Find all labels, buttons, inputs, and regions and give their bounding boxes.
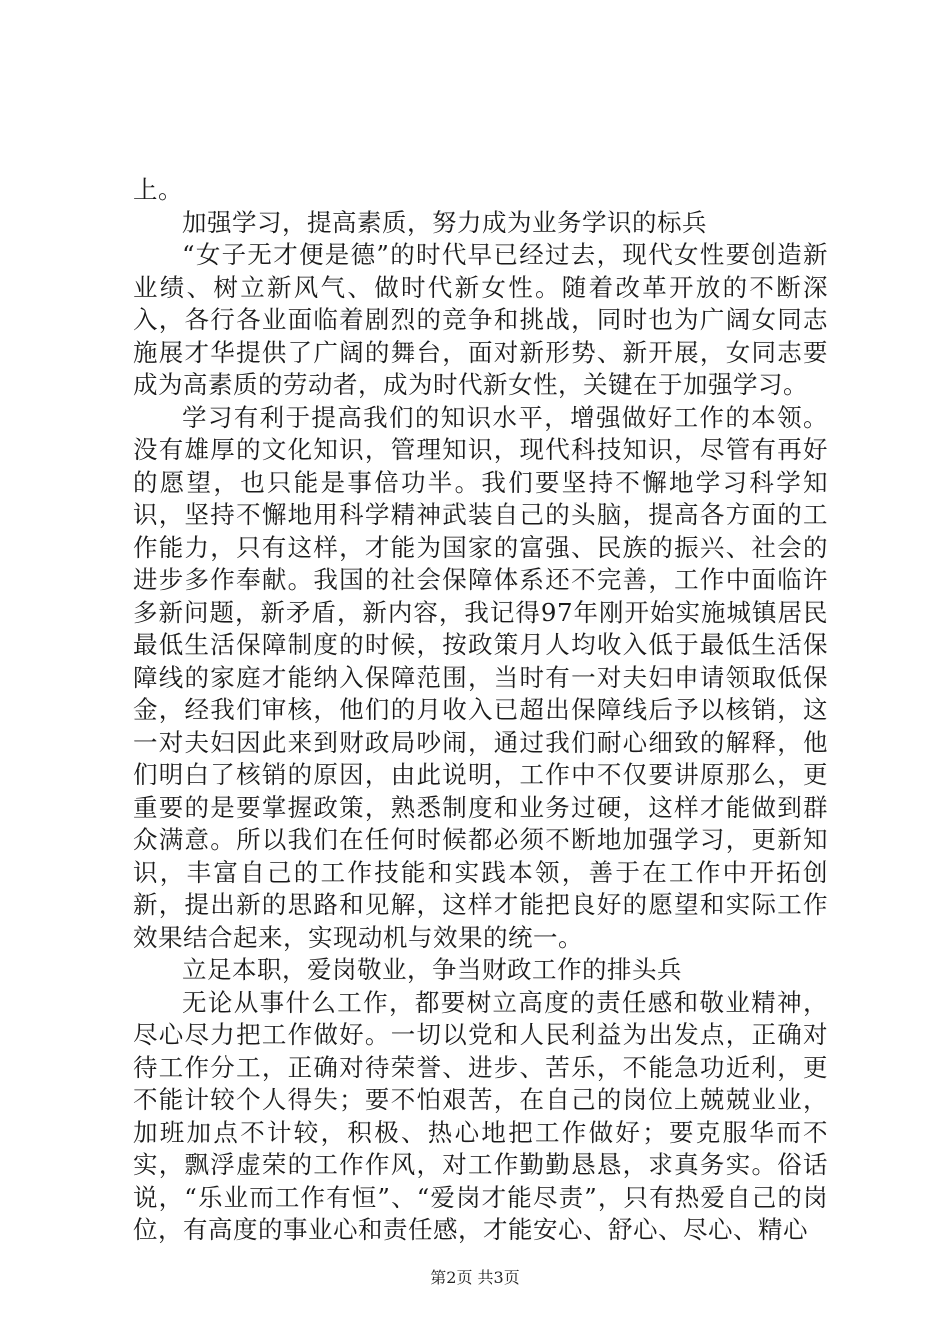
page-number: 第2页 共3页 [430,1268,520,1287]
section-heading: 加强学习，提高素质，努力成为业务学识的标兵 [182,207,707,237]
page-footer [0,1268,950,1288]
paragraph: 无论从事什么工作，都要树立高度的责任感和敬业精神，尽心尽力把工作做好。一切以党和人民利益为出发点，正确对待工作分工，正确对待荣誉、进步、苦乐，不能急功近利，更不能计较个人得失；要不怕艰苦，在自己的岗位上兢兢业业，加班加点不计较，积极、热心地把工作做好；要克服华而不实，飘浮虚荣的工作作风，对工作勤勤恳恳，求真务实。俗话说，“乐业而工作有恒”、“爱岗才能尽责”，只有热爱自己的岗位，有高度的事业心和责任感，才能安心、舒心、尽心、精心 [133,987,828,1244]
paragraph: “女子无才便是德”的时代早已经过去，现代女性要创造新业绩、树立新风气、做时代新女性。随着改革开放的不断深入，各行各业面临着剧烈的竞争和挑战，同时也为广阔女同志施展才华提供了广阔的舞台，面对新形势、新开展，女同志要成为高素质的劳动者，成为时代新女性，关键在于加强学习。 [133,240,828,399]
document-body [133,174,828,1247]
paragraph: 上。 [133,175,183,204]
paragraph: 学习有利于提高我们的知识水平，增强做好工作的本领。没有雄厚的文化知识，管理知识，现代科技知识，尽管有再好的愿望，也只能是事倍功半。我们要坚持不懈地学习科学知识，坚持不懈地用科学精神武装自己的头脑，提高各方面的工作能力，只有这样，才能为国家的富强、民族的振兴、社会的进步多作奉献。我国的社会保障体系还不完善，工作中面临许多新问题，新矛盾，新内容，我记得97年刚开始实施城镇居民最低生活保障制度的时候，按政策月人均收入低于最低生活保障线的家庭才能纳入保障范围，当时有一对夫妇申请领取低保金，经我们审核，他们的月收入已超出保障线后予以核销，这一对夫妇因此来到财政局吵闹，通过我们耐心细致的解释，他们明白了核销的原因，由此说明，工作中不仅要讲原那么，更重要的是要掌握政策，熟悉制度和业务过硬，这样才能做到群众满意。所以我们在任何时候都必须不断地加强学习，更新知识，丰富自己的工作技能和实践本领，善于在工作中开拓创新，提出新的思路和见解，这样才能把良好的愿望和实际工作效果结合起来，实现动机与效果的统一。 [133,402,828,952]
section-heading: 立足本职，爱岗敬业，争当财政工作的排头兵 [182,955,682,984]
